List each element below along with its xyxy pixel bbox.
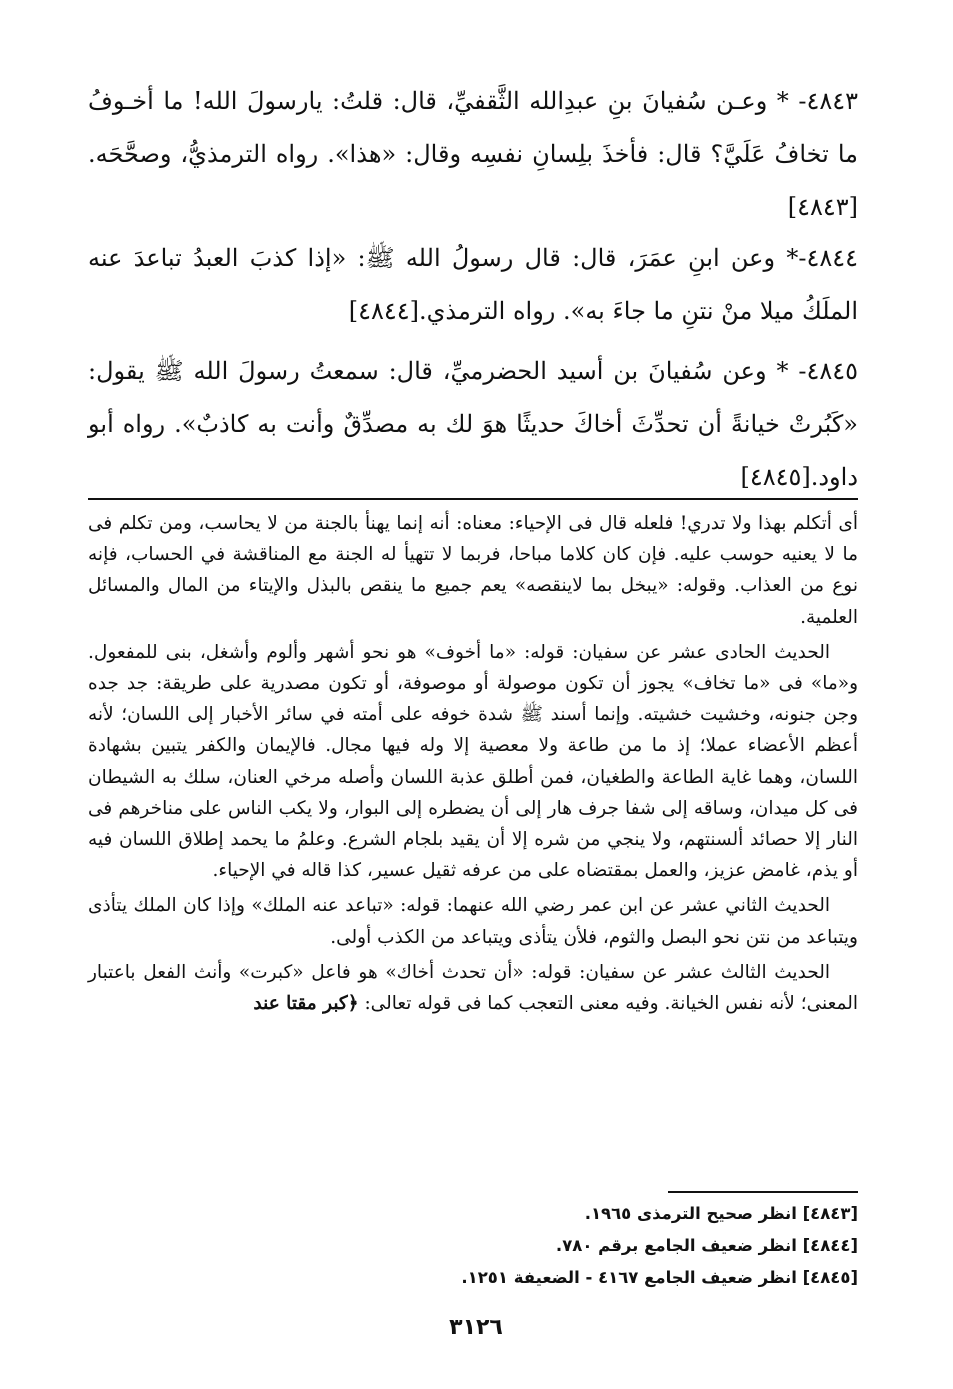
commentary-paragraph: الحديث الثاني عشر عن ابن عمر رضي الله عنهما: قوله: «تباعد عنه الملك» وإذا كان الملك يتأذى ويتباعد من نتن نحو البصل والثوم، فلأن يتأذى ويتباعد من الكذب أولى. [88, 895, 858, 948]
commentary-text: الحديث الثالث عشر عن سفيان: قوله: «أن تحدث أخاك» هو فاعل «كبرت» وأنث الفعل باعتبار المعنى؛ لأنه نفس الخيانة. وفيه معنى التعجب كما فى قوله تعالى: [88, 961, 858, 1015]
commentary-section [88, 508, 858, 1023]
footnote-4845: [٤٨٤٥] انظر ضعيف الجامع ٤١٦٧ - الضعيفة ١٢٥١. [461, 1268, 858, 1287]
quran-quote: ﴿كبر مقتا عند [253, 993, 359, 1015]
hadith-4843: ٤٨٤٣- * وعـن سُفيانَ بنِ عبدِالله الثَّقفيِّ، قال: قلتُ: يارسولَ الله! ما أخـوفُ ما تخافُ عَلَيَّ؟ قال: فأخذَ بلِسانِ نفسِه وقال: «هذا». رواه الترمذيُّ، وصحَّحَه.[٤٨٤٣] [88, 87, 858, 221]
commentary-paragraph [88, 957, 858, 1019]
main-divider [88, 498, 858, 500]
commentary-paragraph: الحديث الحادى عشر عن سفيان: قوله: «ما أخوف» هو نحو أشهر وألوم وأشغل، بنى للمفعول. و«ما» فى «ما تخاف» يجوز أن تكون موصولة أو موصوفة، أو تكون مصدرية على طريقة: جد جده وجن جنونه، وخشيت خشيته. وإنما أسند ﷺ شدة خوفه على أمته في سائر الأخبار إلى اللسان؛ لأنه أعظم الأعضاء عملا؛ إذ ما من طاعة ولا معصية إلا وله فيها مجال. فالإيمان والكفر يتبين بشهادة اللسان، وهما غاية الطاعة والطغيان، فمن أطلق عذبة اللسان وأصله مرخي العنان، سلك به الشيطان فى كل ميدان، وساقه إلى شفا جرف هار إلى أن يضطره إلى البوار، ولا يكب الناس على مناخرهم فى النار إلا حصائد ألسنتهم، ولا ينجي من شره إلا أن يقيد بلجام الشرع. وعلمُ ما يحمد إطلاق اللسان فيه أو يذم، غامض عزيز، والعمل بمقتضاه على من عرفه ثقيل عسير، كذا قاله في الإحياء. [88, 641, 858, 882]
footnote-4843: [٤٨٤٣] انظر صحيح الترمذى ١٩٦٥. [584, 1204, 858, 1223]
page-number: ٣١٢٦ [449, 1315, 503, 1340]
footnote-4844: [٤٨٤٤] انظر ضعيف الجامع برقم ٧٨٠. [555, 1236, 858, 1255]
footnotes [420, 1198, 858, 1294]
commentary-paragraph: أى أتكلم بهذا ولا تدري! فلعله قال فى الإحياء: معناه: أنه إنما يهنأ بالجنة من لا يحاسب، ومن تكلم فى ما لا يعنيه حوسب عليه. فإن كان كلاما مباحا، فربما لا تتهيأ له الجنة مع المناقشة في الحساب، فإنه نوع من العذاب. وقوله: «يبخل بما لاينقصه» يعم جميع ما ينقص بالبذل والإيتاء من المال والمسائل العلمية. [88, 513, 858, 628]
hadith-4845: ٤٨٤٥- * وعن سُفيانَ بن أسيد الحضرميِّ، قال: سمعتُ رسولَ الله ﷺ يقول: «كَبُرتْ خيانةً أن تحدِّثَ أخاكَ حديثًا هوَ لك به مصدِّقٌ وأنت به كاذبٌ». رواه أبو داود.[٤٨٤٥] [88, 357, 858, 491]
hadith-4844: ٤٨٤٤-* وعن ابنِ عمَرَ، قال: قال رسولُ الله ﷺ: «إذا كذبَ العبدُ تباعدَ عنه الملَكُ ميلا منْ نتنِ ما جاءَ به». رواه الترمذي.[٤٨٤٤] [88, 244, 858, 325]
footnote-divider [668, 1191, 858, 1193]
